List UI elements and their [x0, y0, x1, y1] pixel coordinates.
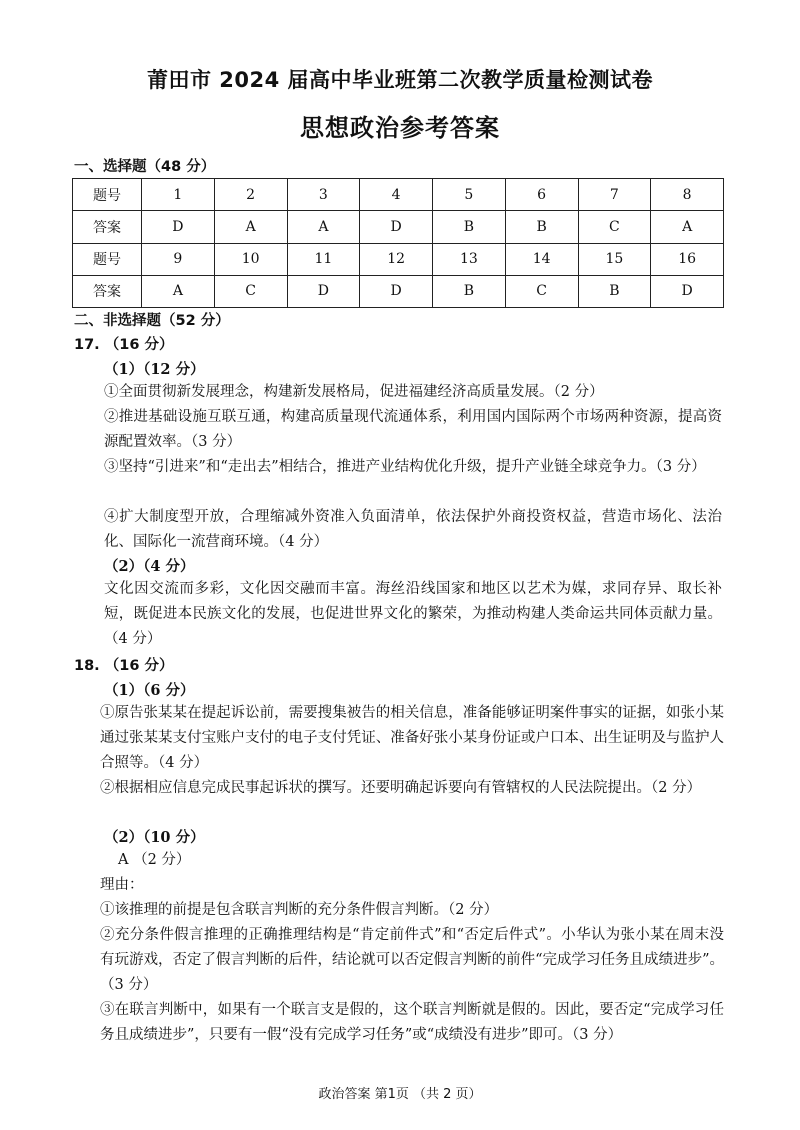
- row-label: 题号: [73, 243, 142, 275]
- answer-cell: A: [651, 211, 724, 243]
- answer-cell: B: [505, 211, 578, 243]
- question-number: 10: [214, 243, 287, 275]
- answer-cell: B: [433, 275, 506, 307]
- question-number: 2: [214, 179, 287, 211]
- q17-p1-item3: ③坚持“引进来”和“走出去”相结合，推进产业结构优化升级，提升产业链全球竞争力。（3 分）: [104, 459, 706, 475]
- answer-cell: A: [287, 211, 360, 243]
- question-number: 12: [360, 243, 433, 275]
- section-nonchoice-heading: 二、非选择题（52 分）: [74, 313, 230, 329]
- q17-p2-text: 文化因交流而多彩，文化因交融而丰富。海丝沿线国家和地区以艺术为媒，求同存异、取长补短，既促进本民族文化的发展，也促进世界文化的繁荣，为推动构建人类命运共同体贡献力量。（4 分）: [104, 581, 722, 647]
- table-row: [73, 211, 724, 243]
- answer-cell: A: [214, 211, 287, 243]
- section-choice-heading: 一、选择题（48 分）: [74, 159, 216, 175]
- q18-p2-answer: A （2 分）: [118, 852, 191, 868]
- answer-table: [72, 178, 724, 308]
- question-number: 13: [433, 243, 506, 275]
- exam-title: 莆田市 2024 届高中毕业班第二次教学质量检测试卷: [146, 68, 654, 92]
- answer-cell: D: [287, 275, 360, 307]
- table-row: [73, 243, 724, 275]
- row-label: 题号: [73, 179, 142, 211]
- question-number: 7: [578, 179, 651, 211]
- row-label: 答案: [73, 275, 142, 307]
- question-number: 1: [142, 179, 215, 211]
- q17-p1-item4: ④扩大制度型开放，合理缩减外资准入负面清单，依法保护外商投资权益，营造市场化、法治化、国际化一流营商环境。（4 分）: [104, 509, 722, 550]
- answer-cell: B: [433, 211, 506, 243]
- answer-cell: D: [142, 211, 215, 243]
- question-number: 3: [287, 179, 360, 211]
- answer-cell: D: [360, 275, 433, 307]
- table-row: [73, 179, 724, 211]
- q17-p1-item2: ②推进基础设施互联互通，构建高质量现代流通体系，利用国内国际两个市场两种资源，提高资源配置效率。（3 分）: [104, 409, 722, 450]
- answer-cell: D: [651, 275, 724, 307]
- page-footer: 政治答案 第1页 （共 2 页）: [318, 1087, 482, 1102]
- question-number: 9: [142, 243, 215, 275]
- question-number: 6: [505, 179, 578, 211]
- q18-heading: 18. （16 分）: [74, 658, 174, 674]
- answer-cell: C: [578, 211, 651, 243]
- answer-cell: D: [360, 211, 433, 243]
- answer-cell: C: [214, 275, 287, 307]
- question-number: 16: [651, 243, 724, 275]
- question-number: 15: [578, 243, 651, 275]
- q17-heading: 17. （16 分）: [74, 337, 174, 353]
- answer-cell: A: [142, 275, 215, 307]
- answer-cell: C: [505, 275, 578, 307]
- answer-cell: B: [578, 275, 651, 307]
- table-row: [73, 275, 724, 307]
- q18-part2-heading: （2）（10 分）: [104, 829, 205, 846]
- q18-p1-item1: ①原告张某某在提起诉讼前，需要搜集被告的相关信息，准备能够证明案件事实的证据，如张小某通过张某某支付宝账户支付的电子支付凭证、准备好张小某身份证或户口本、出生证明及与监护人合照等。（4 分）: [100, 705, 724, 771]
- q17-part1-heading: （1）（12 分）: [104, 361, 205, 378]
- q18-p1-item2: ②根据相应信息完成民事起诉状的撰写。还要明确起诉要向有管辖权的人民法院提出。（2 分）: [100, 780, 702, 796]
- question-number: 11: [287, 243, 360, 275]
- question-number: 8: [651, 179, 724, 211]
- q17-part2-heading: （2）（4 分）: [104, 558, 195, 575]
- question-number: 5: [433, 179, 506, 211]
- q18-p2-item2: ②充分条件假言推理的正确推理结构是“肯定前件式”和“否定后件式”。小华认为张小某在周末没有玩游戏，否定了假言判断的后件，结论就可以否定假言判断的前件“完成学习任务且成绩进步”。（3 分）: [100, 927, 724, 993]
- q18-part1-heading: （1）（6 分）: [104, 682, 195, 699]
- q18-p2-reason-label: 理由：: [100, 877, 144, 893]
- question-number: 4: [360, 179, 433, 211]
- row-label: 答案: [73, 211, 142, 243]
- q18-p2-item1: ①该推理的前提是包含联言判断的充分条件假言判断。（2 分）: [100, 902, 499, 918]
- question-number: 14: [505, 243, 578, 275]
- q18-p2-item3: ③在联言判断中，如果有一个联言支是假的，这个联言判断就是假的。因此，要否定“完成学习任务且成绩进步”，只要有一假“没有完成学习任务”或“成绩没有进步”即可。（3 分）: [100, 1002, 724, 1043]
- q17-p1-item1: ①全面贯彻新发展理念，构建新发展格局，促进福建经济高质量发展。（2 分）: [104, 384, 604, 400]
- answer-title: 思想政治参考答案: [300, 114, 500, 142]
